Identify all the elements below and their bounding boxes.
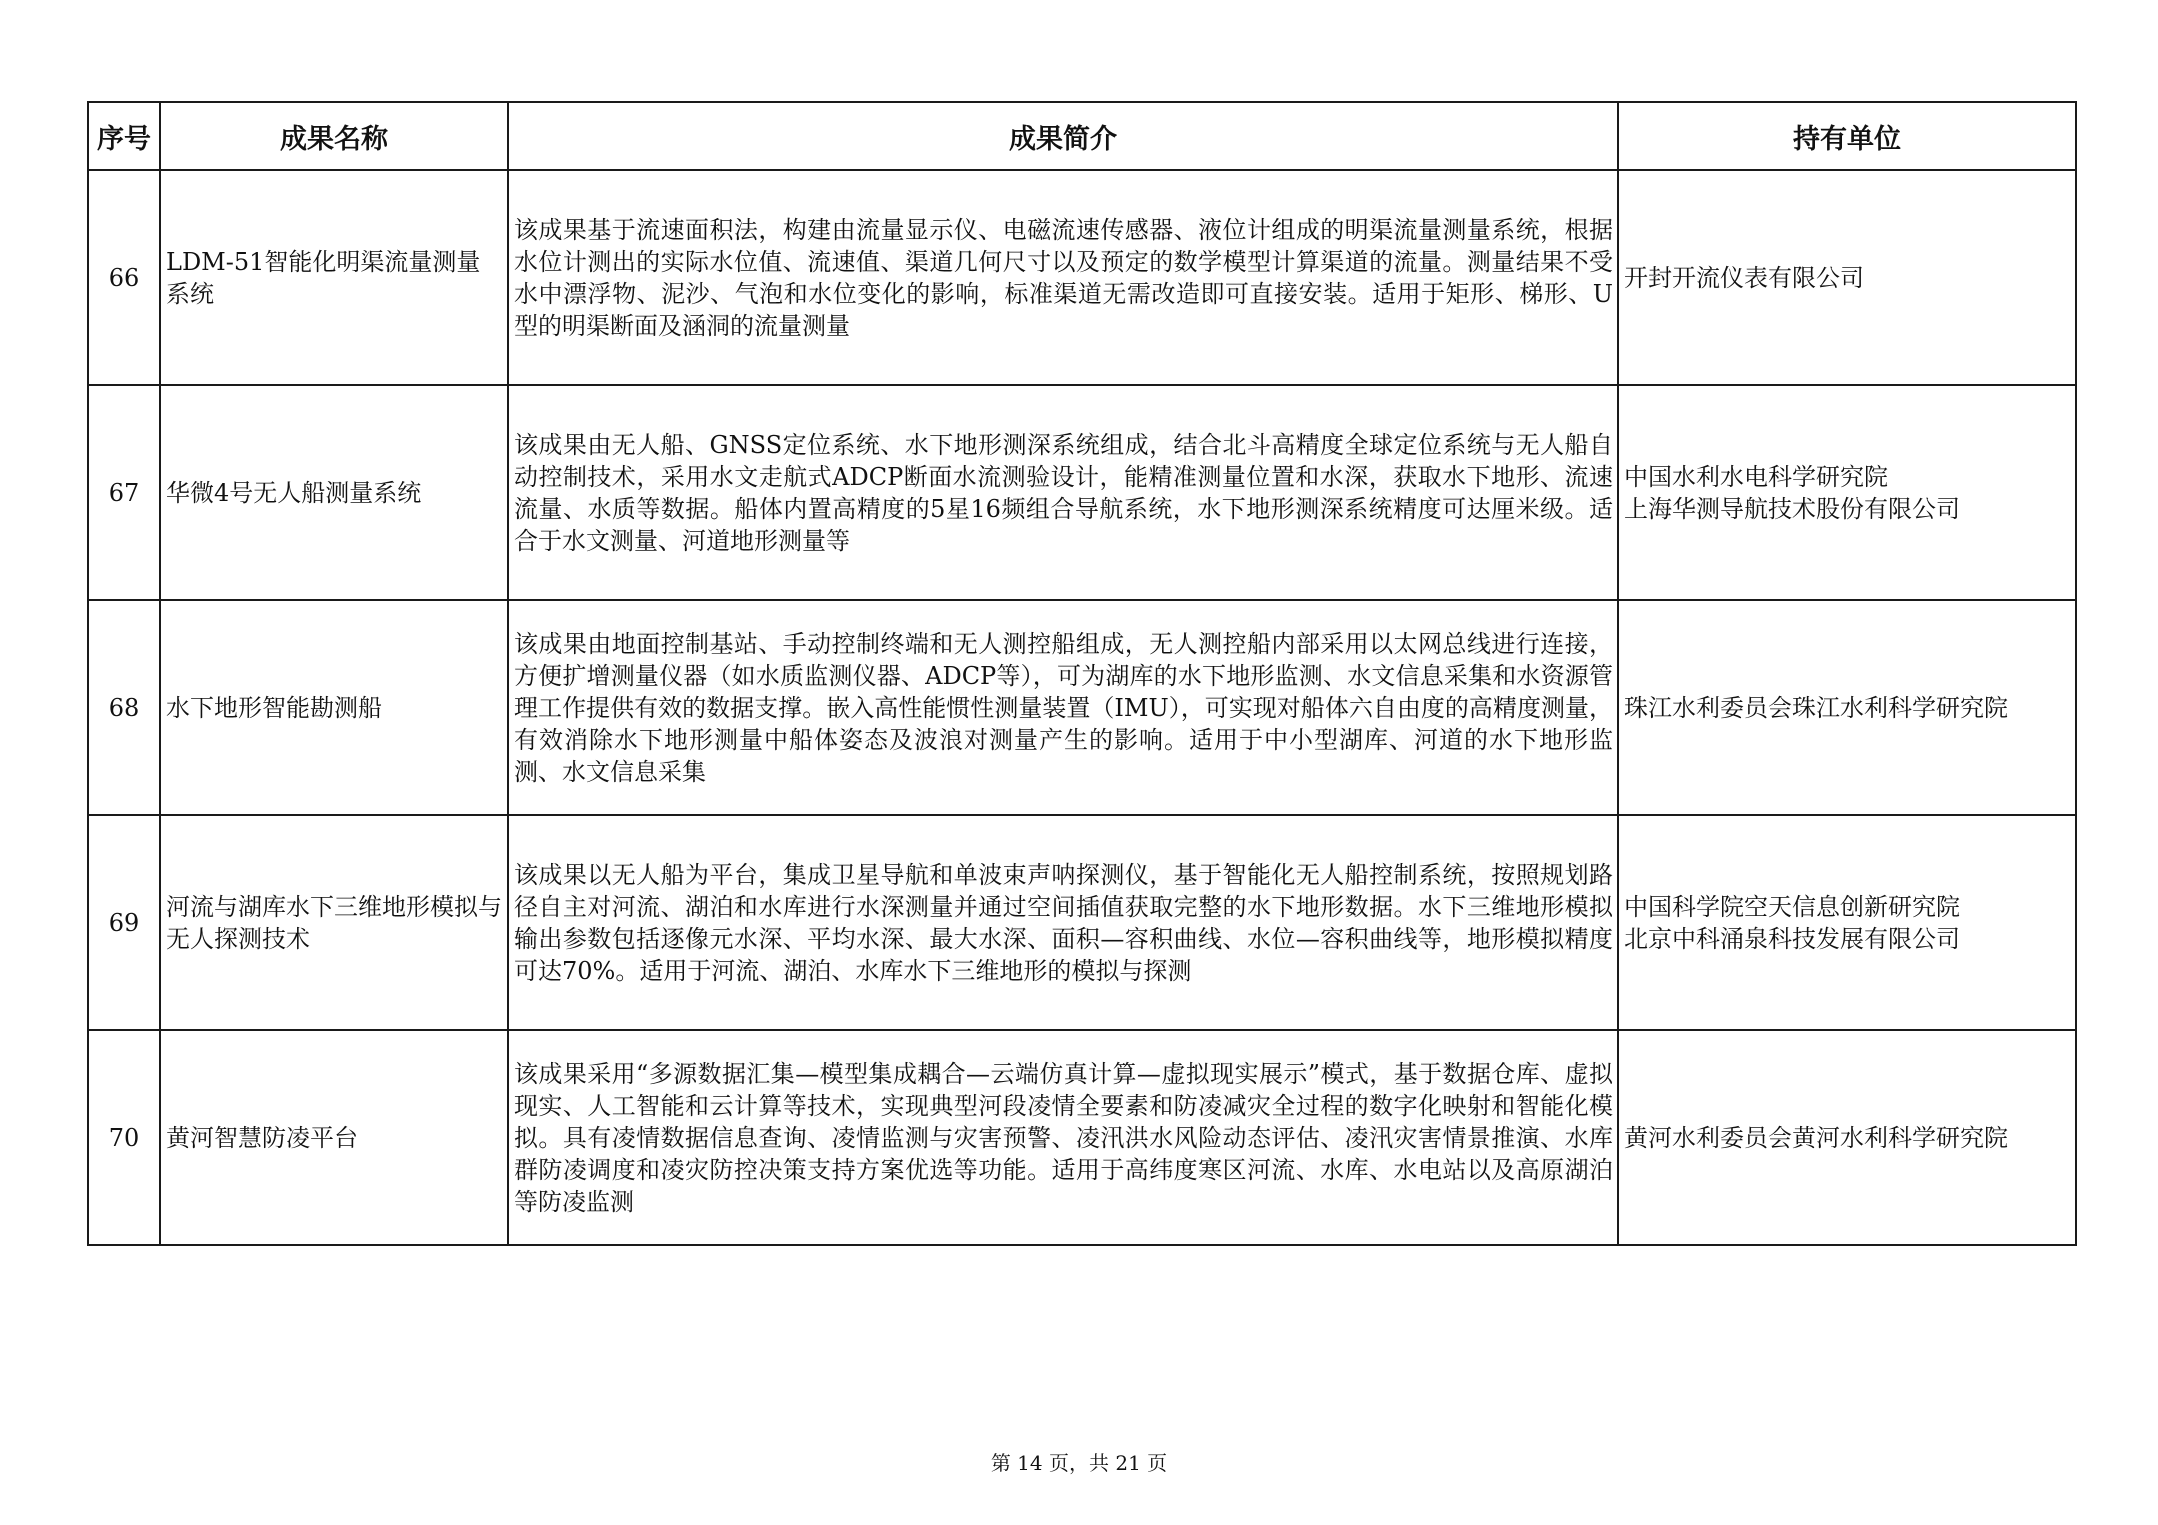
holding-unit-name: 中国科学院空天信息创新研究院 [1624,892,1960,921]
header-serial-number: 序号 [88,102,160,170]
holding-unit-name: 珠江水利委员会珠江水利科学研究院 [1624,693,2008,722]
result-summary-cell: 该成果采用“多源数据汇集—模型集成耦合—云端仿真计算—虚拟现实展示”模式，基于数据仓库、虚拟现实、人工智能和云计算等技术，实现典型河段凌情全要素和防凌减灾全过程的数字化映射和智能化模拟。具有凌情数据信息查询、凌情监测与灾害预警、凌汛洪水风险动态评估、凌汛灾害情景推演、水库群防凌调度和凌灾防控决策支持方案优选等功能。适用于高纬度寒区河流、水库、水电站以及高原湖泊等防凌监测 [508,1030,1618,1245]
holding-unit-cell [1618,385,2076,600]
holding-unit-name: 北京中科涌泉科技发展有限公司 [1624,924,1960,953]
result-summary-cell: 该成果基于流速面积法，构建由流量显示仪、电磁流速传感器、液位计组成的明渠流量测量系统，根据水位计测出的实际水位值、流速值、渠道几何尺寸以及预定的数学模型计算渠道的流量。测量结果不受水中漂浮物、泥沙、气泡和水位变化的影响，标准渠道无需改造即可直接安装。适用于矩形、梯形、U型的明渠断面及涵洞的流量测量 [508,170,1618,385]
serial-number-cell: 66 [88,170,160,385]
result-summary-cell: 该成果由无人船、GNSS定位系统、水下地形测深系统组成，结合北斗高精度全球定位系统与无人船自动控制技术，采用水文走航式ADCP断面水流测验设计，能精准测量位置和水深，获取水下地形、流速流量、水质等数据。船体内置高精度的5星16频组合导航系统，水下地形测深系统精度可达厘米级。适合于水文测量、河道地形测量等 [508,385,1618,600]
result-summary-cell: 该成果由地面控制基站、手动控制终端和无人测控船组成，无人测控船内部采用以太网总线进行连接，方便扩增测量仪器（如水质监测仪器、ADCP等），可为湖库的水下地形监测、水文信息采集和水资源管理工作提供有效的数据支撑。嵌入高性能惯性测量装置（IMU），可实现对船体六自由度的高精度测量，有效消除水下地形测量中船体姿态及波浪对测量产生的影响。适用于中小型湖库、河道的水下地形监测、水文信息采集 [508,600,1618,815]
table-header-row [88,102,2076,170]
table-row [88,385,2076,600]
holding-unit-cell [1618,1030,2076,1245]
result-name-cell: 黄河智慧防凌平台 [160,1030,508,1245]
holding-unit-name: 中国水利水电科学研究院 [1624,462,1888,491]
holding-unit-cell [1618,600,2076,815]
results-table [87,101,2077,1246]
serial-number-cell: 69 [88,815,160,1030]
page-number-footer: 第 14 页，共 21 页 [990,1451,1168,1475]
holding-unit-name: 上海华测导航技术股份有限公司 [1624,494,1960,523]
table-row [88,170,2076,385]
serial-number-cell: 67 [88,385,160,600]
holding-unit-cell [1618,170,2076,385]
result-name-cell: 水下地形智能勘测船 [160,600,508,815]
result-name-cell: 河流与湖库水下三维地形模拟与无人探测技术 [160,815,508,1030]
table-row [88,1030,2076,1245]
holding-unit-name: 黄河水利委员会黄河水利科学研究院 [1624,1123,2008,1152]
result-name-cell: 华微4号无人船测量系统 [160,385,508,600]
table-row [88,815,2076,1030]
result-name-cell: LDM-51智能化明渠流量测量系统 [160,170,508,385]
header-result-name: 成果名称 [160,102,508,170]
table-row [88,600,2076,815]
serial-number-cell: 70 [88,1030,160,1245]
header-holding-unit: 持有单位 [1618,102,2076,170]
results-table-container [87,101,2075,1246]
serial-number-cell: 68 [88,600,160,815]
holding-unit-name: 开封开流仪表有限公司 [1624,263,1864,292]
header-result-summary: 成果简介 [508,102,1618,170]
holding-unit-cell [1618,815,2076,1030]
result-summary-cell: 该成果以无人船为平台，集成卫星导航和单波束声呐探测仪，基于智能化无人船控制系统，按照规划路径自主对河流、湖泊和水库进行水深测量并通过空间插值获取完整的水下地形数据。水下三维地形模拟输出参数包括逐像元水深、平均水深、最大水深、面积—容积曲线、水位—容积曲线等，地形模拟精度可达70%。适用于河流、湖泊、水库水下三维地形的模拟与探测 [508,815,1618,1030]
